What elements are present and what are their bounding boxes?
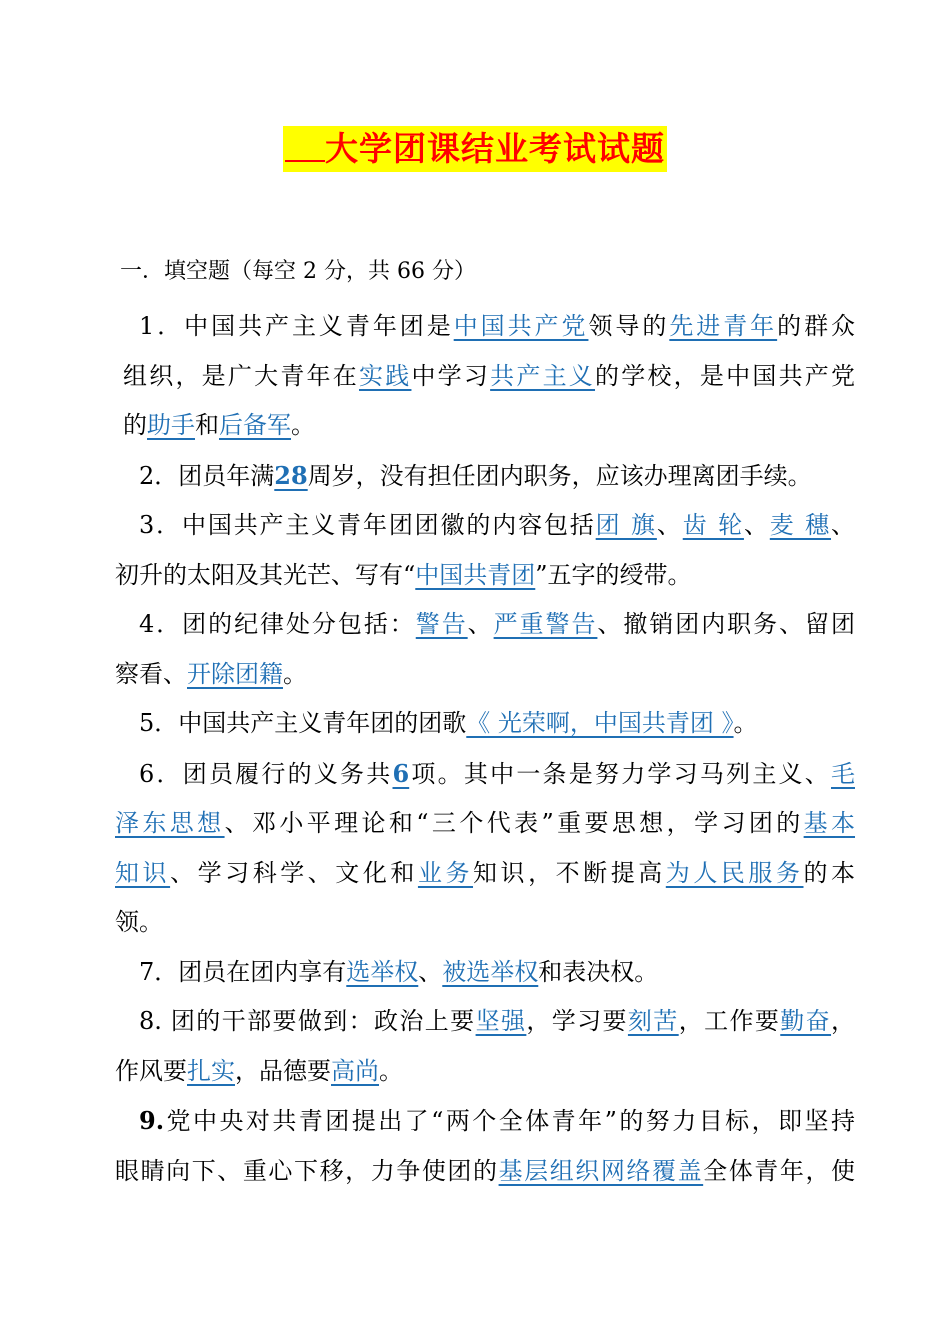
answer-blank: 被选举权 xyxy=(442,957,539,986)
answer-blank: 警告 xyxy=(415,610,468,638)
text: 2．团员年满 xyxy=(139,461,275,490)
text: ”五字的绶带。 xyxy=(535,560,692,589)
text: 和 xyxy=(195,411,219,439)
question-9-line-1 xyxy=(115,1096,855,1147)
question-6-line-3 xyxy=(115,849,855,899)
answer-blank: 勤奋 xyxy=(780,1007,832,1035)
answer-blank: 助手 xyxy=(147,411,195,439)
question-8-line-2 xyxy=(115,1047,855,1097)
section-heading: 一．填空题（每空 2 分，共 66 分） xyxy=(120,259,476,284)
text: 初升的太阳及其光芒、写有“ xyxy=(115,560,416,589)
text: 的学校，是中国共产党 xyxy=(595,361,856,390)
question-3-line-1 xyxy=(115,501,855,551)
text: 5．中国共产主义青年团的团歌 xyxy=(139,709,467,737)
answer-blank: 后备军 xyxy=(219,411,291,439)
text: 3．中国共产主义青年团团徽的内容包括 xyxy=(139,511,596,539)
text: 、 xyxy=(831,511,855,539)
text: 眼睛向下、重心下移，力争使团的 xyxy=(115,1156,499,1185)
answer-blank: 开除团籍 xyxy=(187,659,283,688)
question-8-line-1 xyxy=(115,997,855,1047)
text: 。 xyxy=(291,411,315,439)
text: 全体青年，使 xyxy=(703,1156,856,1185)
answer-blank: 团 旗 xyxy=(595,511,657,539)
text: 作风要 xyxy=(115,1056,187,1085)
answer-blank: 坚强 xyxy=(475,1007,527,1035)
answer-blank: 中国共产党 xyxy=(453,312,589,340)
text: 的 xyxy=(123,411,147,439)
text: ，学习要 xyxy=(526,1007,628,1035)
text: ，品德要 xyxy=(235,1056,331,1085)
text: 和表决权。 xyxy=(538,957,659,986)
title-blank xyxy=(285,130,325,162)
text: 、学习科学、文化和 xyxy=(170,858,418,887)
question-7 xyxy=(115,948,855,998)
text: 的群众 xyxy=(777,312,856,340)
answer-blank: 毛 xyxy=(831,759,855,788)
text: 1．中国共产主义青年团是 xyxy=(139,312,454,340)
answer-blank: 刻苦 xyxy=(627,1007,679,1035)
answer-blank: 基本 xyxy=(803,809,856,837)
question-1-line-1 xyxy=(115,302,855,352)
title-text: 大学团课结业考试试题 xyxy=(325,129,665,168)
text: 中学习 xyxy=(411,361,491,390)
question-6-line-2 xyxy=(115,799,855,849)
text: ，工作要 xyxy=(678,1007,781,1035)
question-list xyxy=(115,302,855,1196)
text: 的本 xyxy=(803,858,856,887)
text: 组织，是广大青年在 xyxy=(123,361,359,390)
text: 项。其中一条是努力学习马列主义、 xyxy=(409,759,831,788)
question-9-line-2 xyxy=(115,1147,855,1197)
text: 4．团的纪律处分包括： xyxy=(139,610,416,638)
question-4-line-2 xyxy=(115,650,855,700)
text: 7．团员在团内享有 xyxy=(139,957,347,986)
question-6-line-1 xyxy=(115,749,855,800)
text: 领。 xyxy=(115,908,163,936)
text: 、 xyxy=(656,511,683,539)
answer-blank: 高尚 xyxy=(331,1056,379,1085)
text: 。 xyxy=(379,1056,403,1085)
answer-blank: 共产主义 xyxy=(490,361,596,390)
question-1-line-3 xyxy=(115,401,855,451)
text: ， xyxy=(831,1007,856,1035)
answer-blank: 扎实 xyxy=(187,1056,235,1085)
answer-blank: 泽东思想 xyxy=(115,809,225,837)
text: 8. 团的干部要做到：政治上要 xyxy=(139,1007,476,1035)
question-1-line-2 xyxy=(115,352,855,402)
answer-blank: 基层组织网络覆盖 xyxy=(498,1156,704,1185)
answer-blank: 选举权 xyxy=(346,957,419,986)
question-6-line-4 xyxy=(115,898,855,948)
answer-blank: 麦 穗 xyxy=(769,511,831,539)
text: 党中央对共青团提出了“两个全体青年”的努力目标，即坚持 xyxy=(164,1107,855,1135)
answer-blank: 28 xyxy=(274,460,308,490)
question-3-line-2 xyxy=(115,551,855,601)
text: 周岁，没有担任团内职务，应该办理离团手续。 xyxy=(307,461,812,490)
text: 察看、 xyxy=(115,659,187,688)
answer-blank: 先进青年 xyxy=(669,312,778,340)
text: 、邓小平理论和“三个代表”重要思想，学习团的 xyxy=(224,809,804,837)
answer-blank: 知识 xyxy=(115,858,171,887)
text: 6．团员履行的义务共 xyxy=(139,759,393,788)
answer-blank: 6 xyxy=(392,758,410,788)
answer-blank: 严重警告 xyxy=(493,610,598,638)
answer-blank: 中国共青团 xyxy=(415,560,536,589)
text: 知识，不断提高 xyxy=(473,858,666,887)
text: 、撤销团内职务、留团 xyxy=(597,610,855,638)
text: 、 xyxy=(743,511,770,539)
question-4-line-1 xyxy=(115,600,855,650)
answer-blank: 业务 xyxy=(417,858,474,887)
question-number: 9. xyxy=(139,1106,165,1135)
text: 领导的 xyxy=(588,312,670,340)
text: 。 xyxy=(733,709,758,737)
answer-blank: 《 光荣啊，中国共青团 》 xyxy=(466,709,734,737)
page-title xyxy=(283,126,667,172)
title-container xyxy=(0,126,950,172)
text: 、 xyxy=(418,957,443,986)
answer-blank: 为人民服务 xyxy=(665,858,804,887)
text: 、 xyxy=(467,610,494,638)
answer-blank: 齿 轮 xyxy=(682,511,744,539)
answer-blank: 实践 xyxy=(359,361,412,390)
question-5 xyxy=(115,699,855,749)
question-2 xyxy=(115,451,855,502)
text: 。 xyxy=(283,659,307,688)
